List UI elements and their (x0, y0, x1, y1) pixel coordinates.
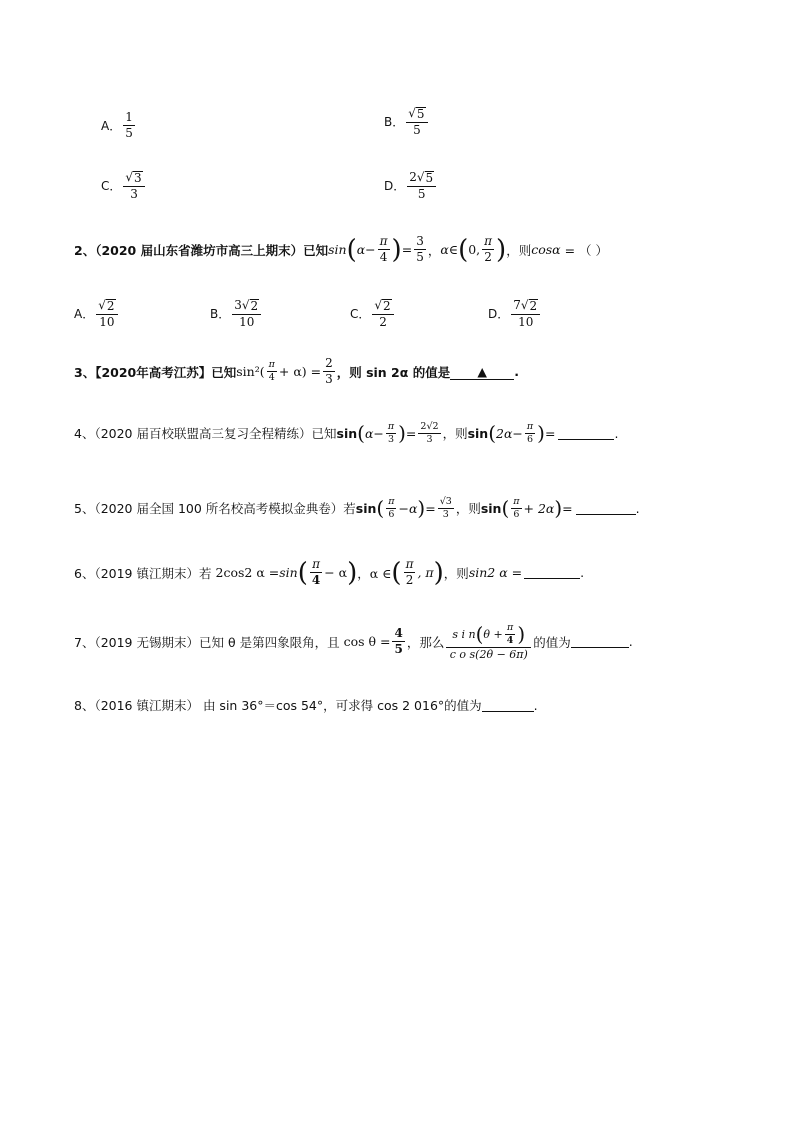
question-5: 5、（2020 届全国 100 所名校高考模拟金典卷）若 sin ( $\frac{\pi}{6}$ −α ) = $\frac{√3}{3}$ ，则 sin ( $\frac{\pi}{6}$ + 2α ) = . (74, 496, 640, 521)
option-b (384, 106, 430, 138)
triangle-icon: ▲ (477, 363, 488, 379)
option-b-label: B． (384, 115, 405, 130)
option-d (384, 170, 438, 202)
q2-option-b: B． 3 √ 2 10 (210, 298, 263, 330)
question-8-text: 8、（2016 镇江期末） 由 sin 36°＝cos 54°，可求得 cos 2 016°的值为 (74, 698, 482, 713)
question-4-source: 4、（2020 届百校联盟高三复习全程精练）已知 (74, 426, 337, 442)
option-c-fraction: √ 3 3 (123, 170, 144, 202)
answer-blank-4[interactable] (558, 427, 614, 440)
q2-option-d: D． 7 √ 2 10 (488, 298, 542, 330)
answer-blank-3[interactable] (450, 364, 514, 380)
question-5-source: 5、（2020 届全国 100 所名校高考模拟金典卷）若 (74, 501, 356, 517)
answer-blank-8[interactable] (482, 699, 534, 712)
option-a-label: A． (101, 119, 122, 133)
option-d-label: D． (384, 179, 406, 194)
option-b-fraction: √ 5 5 (406, 106, 427, 138)
question-3: 3、【2020年高考江苏】已知 sin² ( $\frac{\pi}{4}$ + α) = $\frac{2}{3}$ ，则 sin 2α 的值是 ▲ . (74, 356, 519, 386)
question-8: 8、（2016 镇江期末） 由 sin 36°＝cos 54°，可求得 cos 2 016°的值为 . (74, 697, 538, 713)
question-2: 2、（2020 届山东省潍坊市高三上期末）已知 sin ( α − $\frac{\pi}{4}$ ) = $\frac{3}{5}$ ， α ∈ ( 0, $\frac{\pi}{2}$ ) ，则 cosα = （ ） (74, 234, 609, 265)
question-6: 6、（2019 镇江期末）若 2cos2 α = sin ( $\frac{\pi}{4}$ − α ) ，α ∈ ( $\frac{\pi}{2}$ , π ) ，则 sin2 α = . (74, 557, 585, 588)
q2-option-a: A． √ 2 10 (74, 298, 120, 330)
q7-expression-fraction: s i n ( θ + $\frac{\pi}{4}$ ) c o s(2θ − 6π) (446, 622, 531, 662)
question-7: 7、（2019 无锡期末）已知 θ 是第四象限角，且 cos θ = $\frac{4}{5}$ ，那么 s i n ( θ + $\frac{\pi}{4}$ ) c o s(2θ − 6π) 的值为 . (74, 622, 633, 661)
option-a (101, 110, 137, 141)
option-c (101, 170, 147, 202)
question-7-source: 7、（2019 无锡期末）已知 θ 是第四象限角，且 (74, 634, 340, 650)
question-4: 4、（2020 届百校联盟高三复习全程精练）已知 sin ( α− $\frac{\pi}{3}$ ) = $\frac{2√2}{3}$ ，则 sin ( 2α− $\frac{\pi}{6}$ ) = . (74, 421, 619, 446)
question-2-source: 2、（2020 届山东省潍坊市高三上期末）已知 (74, 242, 329, 258)
option-c-label: C． (101, 179, 122, 194)
answer-blank-7[interactable] (571, 635, 629, 648)
question-3-source: 3、【2020年高考江苏】已知 (74, 364, 237, 380)
q2-option-c: C． √ 2 2 (350, 298, 396, 330)
answer-blank-6[interactable] (524, 566, 580, 579)
option-d-fraction: 2 √ 5 5 (407, 170, 436, 202)
answer-blank-5[interactable] (576, 502, 636, 515)
question-6-source: 6、（2019 镇江期末）若 (74, 565, 212, 581)
option-a-fraction: $\frac{1}{5}$ (125, 110, 133, 140)
